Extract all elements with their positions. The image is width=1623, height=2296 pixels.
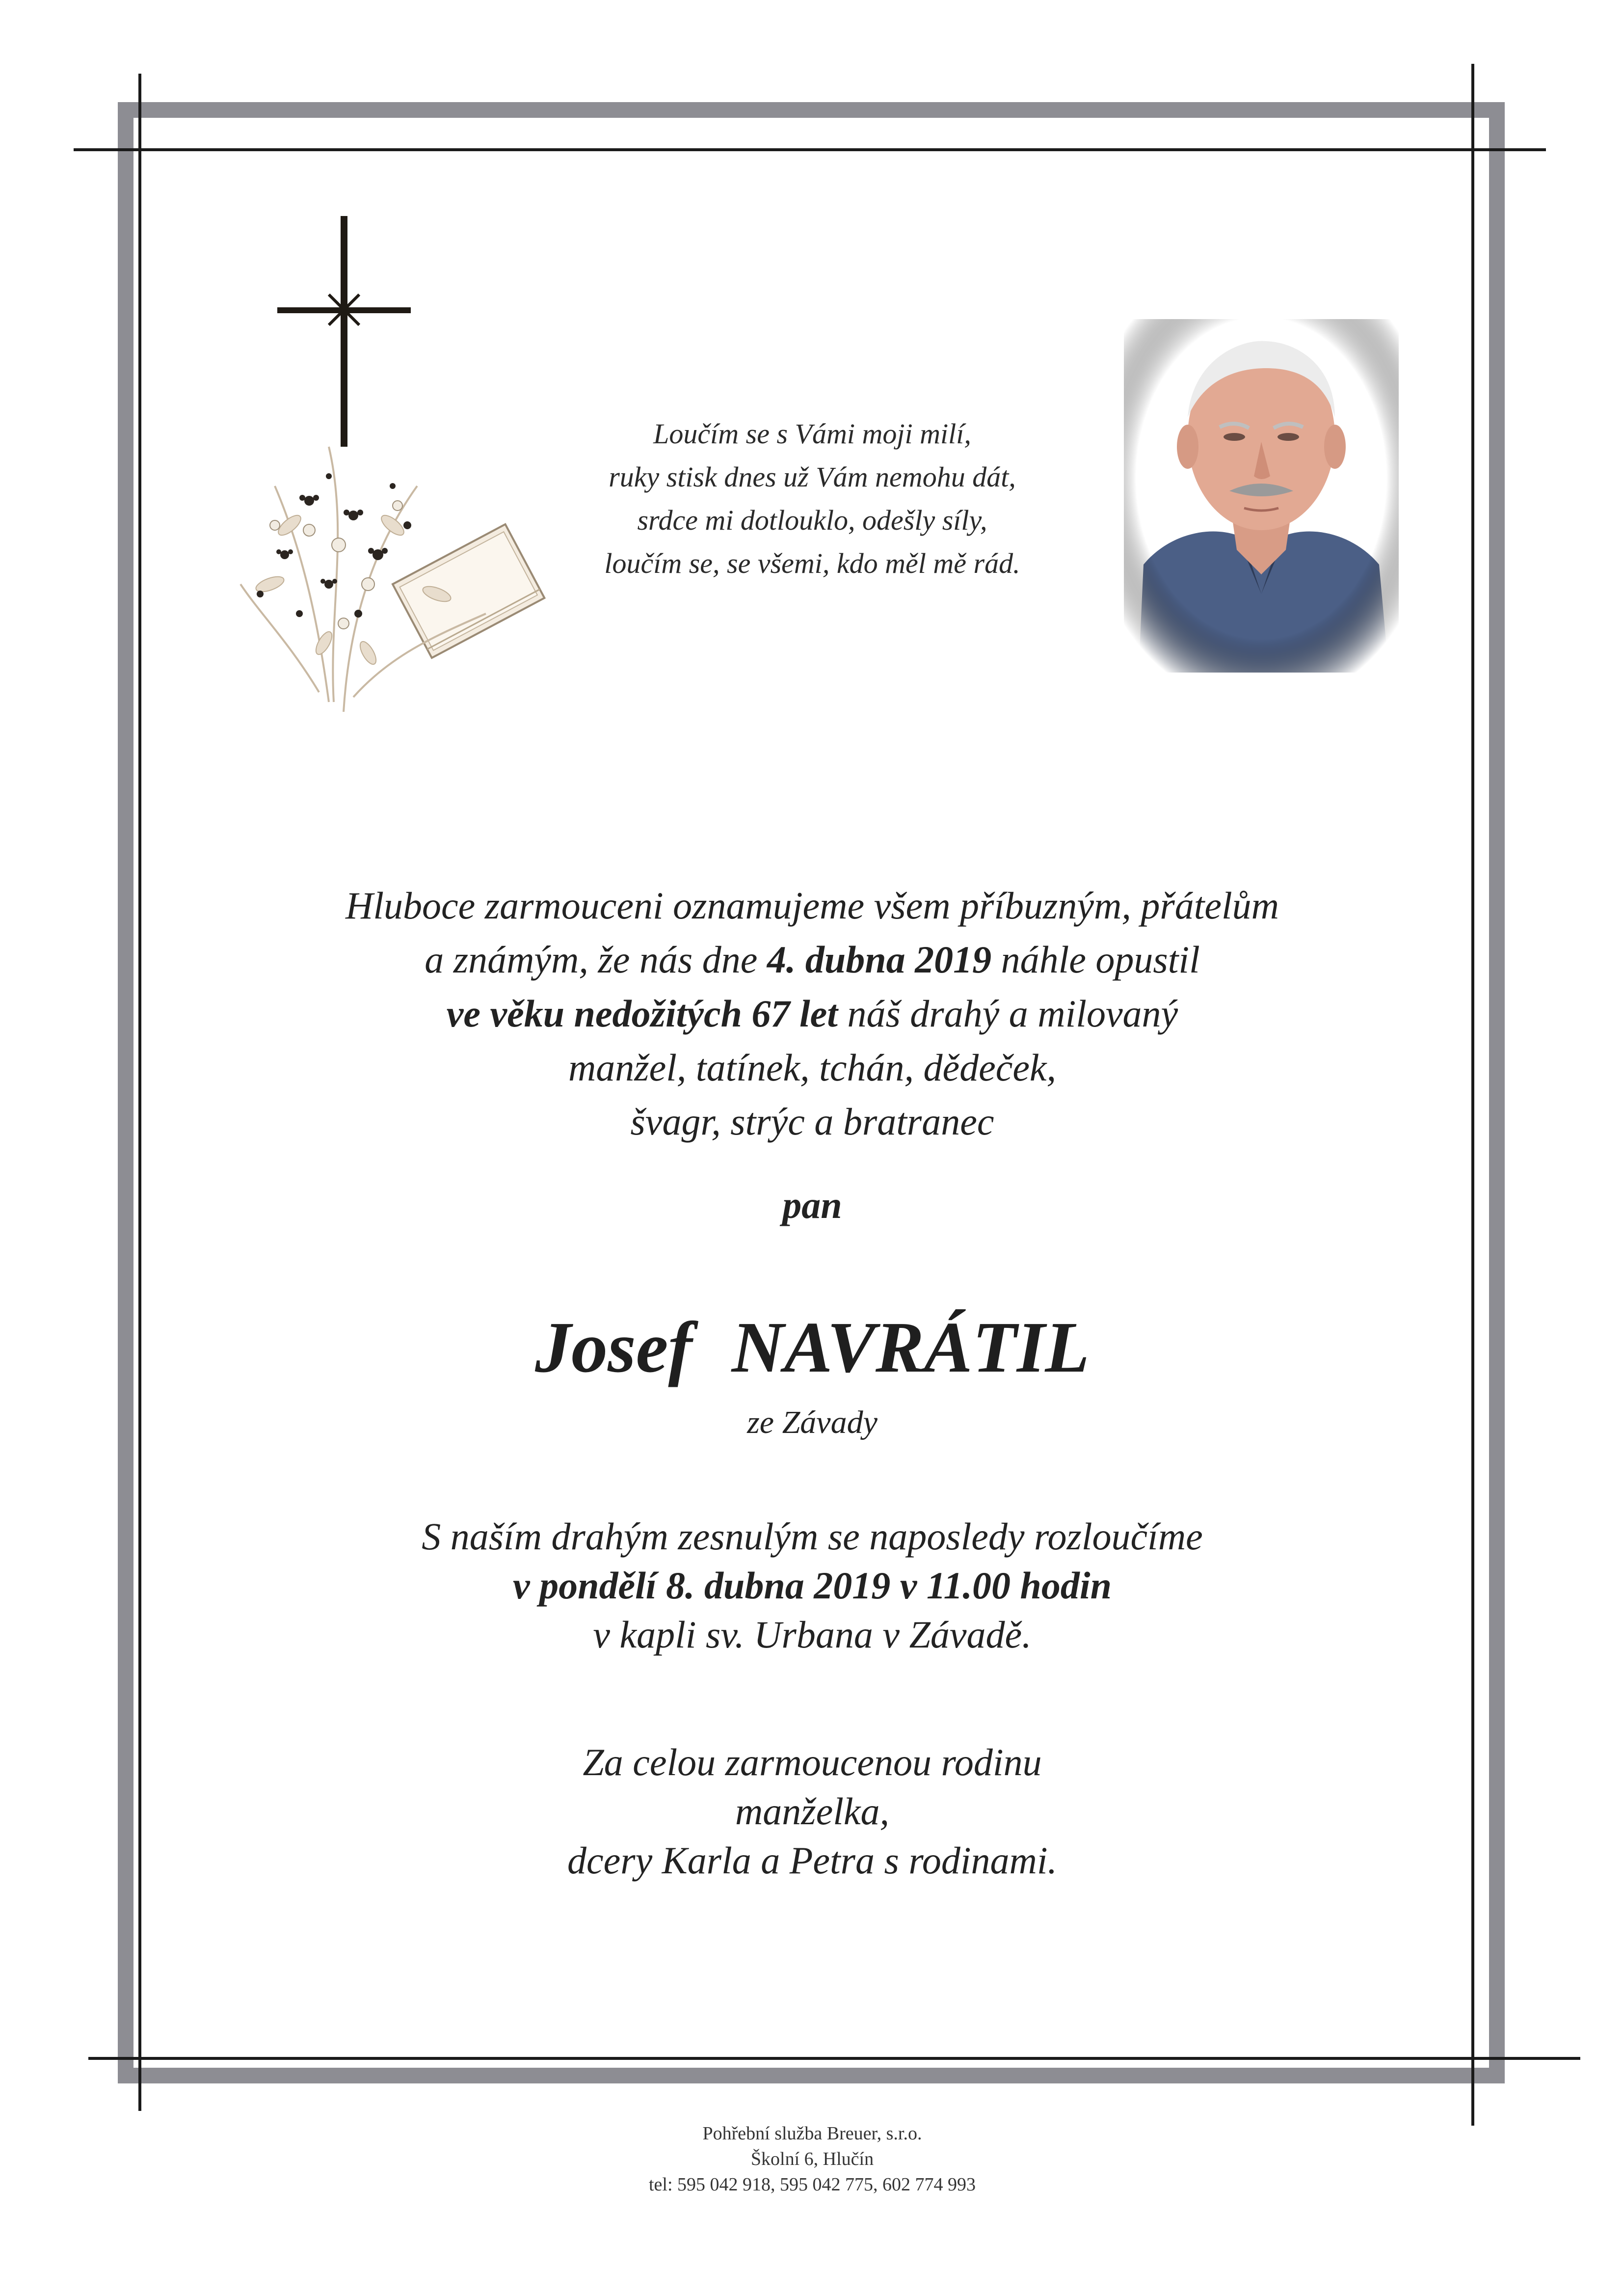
company-phone: tel: 595 042 918, 595 042 775, 602 774 993 — [648, 2174, 976, 2195]
announcement-text-part: náš drahý a milovaný — [837, 992, 1178, 1035]
crop-line-bottom — [88, 2057, 1580, 2060]
age-of-deceased: ve věku nedožitých 67 let — [446, 992, 838, 1035]
family-signature — [344, 1738, 1281, 1885]
company-address: Školní 6, Hlučín — [750, 2149, 874, 2169]
last-name: NAVRÁTIL — [731, 1307, 1090, 1388]
announcement-text-part: a známým, že nás dne — [425, 938, 767, 981]
announcement-text-part: náhle opustil — [991, 938, 1200, 981]
family-line-1: Za celou zarmoucenou rodinu — [583, 1741, 1042, 1783]
announcement-text — [196, 879, 1428, 1149]
poem-line: ruky stisk dnes už Vám nemohu dát, — [609, 461, 1016, 493]
funeral-date-time-text: v pondělí 8. dubna 2019 v 11.00 hodin — [513, 1564, 1112, 1607]
funeral-place: v kapli sv. Urbana v Závadě. — [593, 1613, 1032, 1656]
poem — [530, 412, 1094, 585]
cross-flowers-book-illustration — [231, 211, 550, 741]
funeral-service-footer — [491, 2121, 1134, 2197]
deceased-origin: ze Závady — [747, 1405, 878, 1440]
date-of-death: 4. dubna 2019 — [767, 938, 992, 981]
portrait-photo — [1124, 319, 1399, 673]
family-line-2: manželka, — [735, 1790, 890, 1833]
poem-line: Loučím se s Vámi moji milí, — [653, 418, 971, 450]
announcement-line-4: manžel, tatínek, tchán, dědeček, — [568, 1046, 1057, 1089]
crop-line-top — [74, 148, 1546, 151]
crop-line-right — [1471, 64, 1474, 2126]
poem-line: loučím se, se všemi, kdo měl mě rád. — [604, 547, 1020, 579]
poem-line: srdce mi dotlouklo, odešly síly, — [637, 504, 987, 536]
funeral-date-time — [245, 1561, 1379, 1610]
family-line-3: dcery Karla a Petra s rodinami. — [567, 1839, 1058, 1882]
funeral-line-1: S naším drahým zesnulým se naposledy rozloučíme — [422, 1515, 1203, 1558]
first-name: Josef — [535, 1307, 692, 1388]
announcement-line-1: Hluboce zarmouceni oznamujeme všem příbuzným, přátelům — [345, 884, 1279, 927]
deceased-name — [344, 1306, 1281, 1389]
funeral-info — [245, 1512, 1379, 1659]
announcement-line-5: švagr, strýc a bratranec — [630, 1100, 994, 1143]
title-word: pan — [782, 1184, 842, 1226]
crop-line-left — [138, 74, 141, 2111]
company-name: Pohřební služba Breuer, s.r.o. — [702, 2123, 922, 2144]
announcement-line-2 — [196, 933, 1428, 987]
announcement-line-3 — [196, 987, 1428, 1041]
